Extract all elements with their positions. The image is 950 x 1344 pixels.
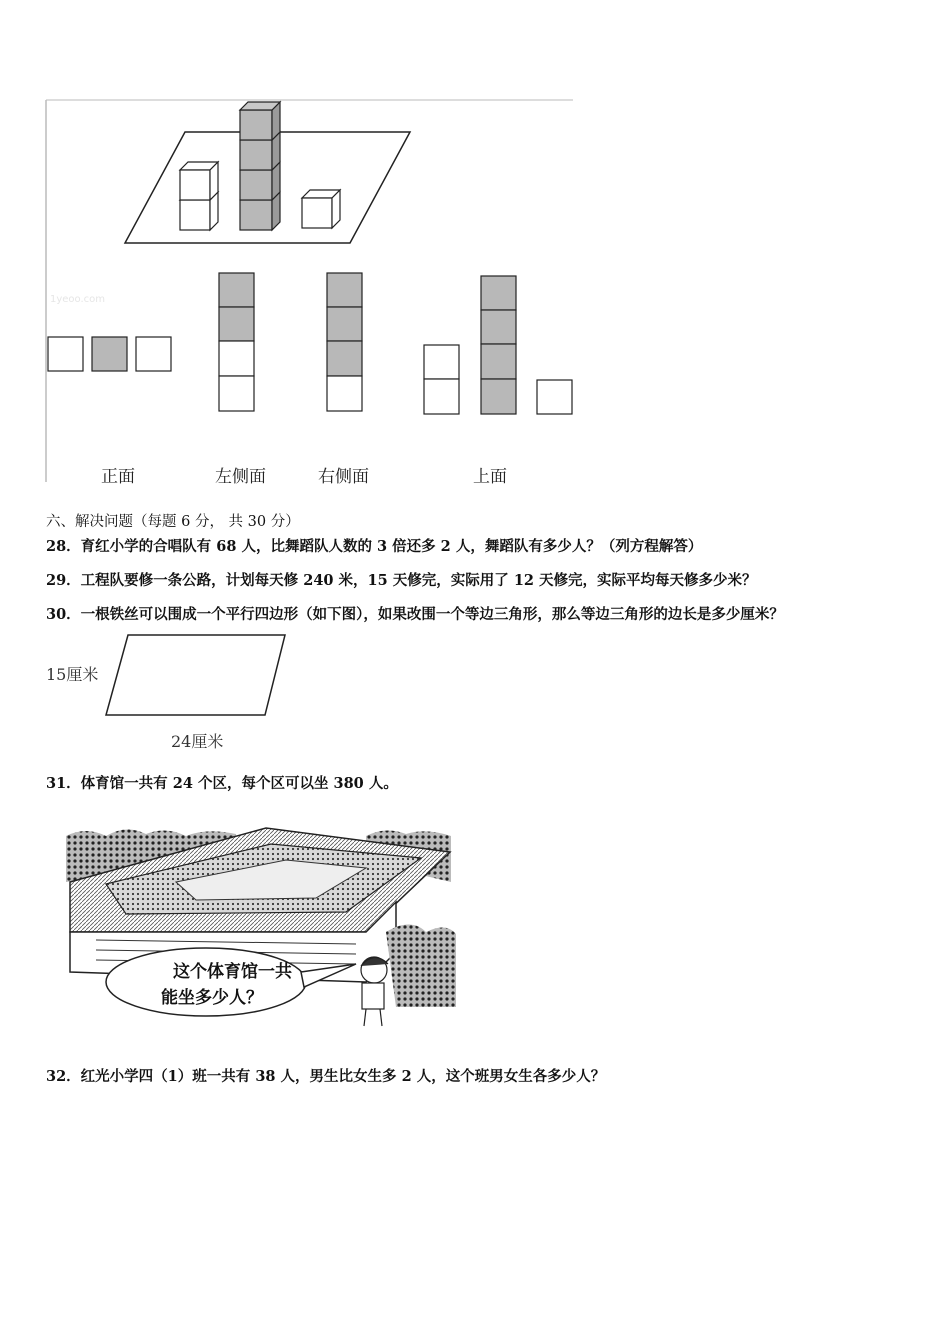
cube-single-right [302, 190, 340, 228]
question-32: 32．红光小学四（1）班一共有 38 人，男生比女生多 2 人，这个班男女生各多少人？ [46, 1068, 606, 1085]
label-front-view: 正面 [101, 467, 135, 487]
speech-line-1: 这个体育馆一共 [173, 962, 292, 982]
stadium-drawing [66, 822, 456, 1032]
section-title: 六、解决问题（每题 6 分， 共 30 分） [46, 514, 300, 530]
speech-line-2: 能坐多少人？ [161, 988, 263, 1008]
cube-stack-middle [240, 102, 280, 230]
left-side-view [219, 273, 254, 411]
right-side-view [327, 273, 362, 411]
parallelogram-base-label: 24厘米 [171, 732, 224, 751]
boy-character [361, 957, 388, 1026]
bushes-right [386, 925, 456, 1008]
label-right-side-view: 右侧面 [318, 467, 369, 487]
question-31: 31．体育馆一共有 24 个区，每个区可以坐 380 人。 [46, 775, 398, 792]
label-top-view: 上面 [473, 467, 507, 487]
question-29: 29．工程队要修一条公路，计划每天修 240 米，15 天修完，实际用了 12 天修完，实际平均每天修多少米？ [46, 572, 757, 589]
watermark-text: 1yeoo.com [50, 294, 106, 305]
front-view [48, 337, 171, 371]
parallelogram-side-label: 15厘米 [46, 665, 99, 684]
stadium-illustration [66, 822, 456, 1032]
question-30: 30．一根铁丝可以围成一个平行四边形（如下图），如果改围一个等边三角形，那么等边三角形的边长是多少厘米？ [46, 606, 784, 623]
cube-stack-left [180, 162, 218, 230]
top-view [424, 276, 572, 414]
cube-views-diagram [0, 0, 600, 500]
cube-figure [0, 0, 600, 500]
question-28: 28．育红小学的合唱队有 68 人，比舞蹈队人数的 3 倍还多 2 人，舞蹈队有多少人？（列方程解答） [46, 538, 703, 555]
label-left-side-view: 左侧面 [215, 467, 266, 487]
